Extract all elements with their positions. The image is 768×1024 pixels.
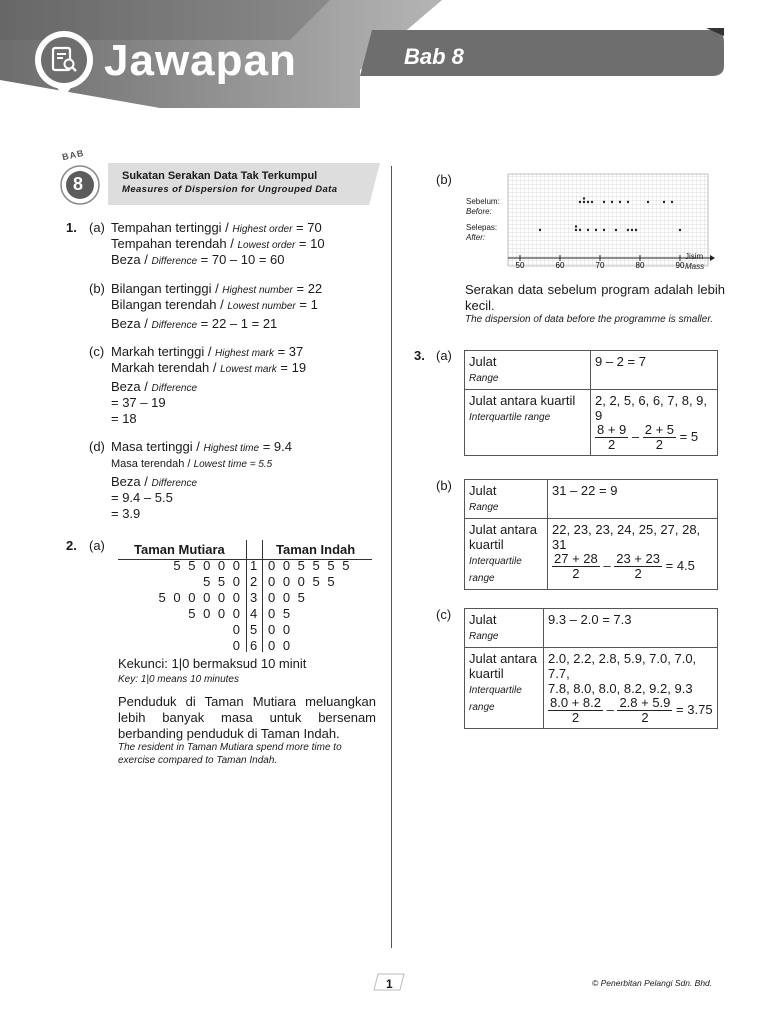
table-row: Julat Range 9.3 – 2.0 = 7.3 [465,609,718,648]
answer-line: Masa terendah / Lowest time = 5.5 [111,458,273,470]
part-label: (c) [436,607,452,622]
part-label: (a) [89,538,105,553]
series-after-label: Selepas: After: [466,223,498,242]
fraction: $\frac{2.8 + 5.9}{2}$ [619,695,671,725]
fraction: $\frac{2 + 5}{2}$ [644,422,675,452]
document-icon [50,46,78,74]
stem-leaf-right-leaves: 0 0 [268,638,293,653]
series-before-label: Sebelum: Before: [466,197,500,216]
x-tick-label: 70 [595,261,605,270]
data-point [611,201,613,203]
fraction: $\frac{27 + 28}{2}$ [554,551,598,581]
page-number: 1 [386,977,393,991]
stem-leaf-right-leaves: 0 0 5 [268,590,307,605]
data-point [679,229,681,231]
data-point [647,201,649,203]
data-point [615,229,617,231]
answer-line: Beza / Difference = 22 – 1 = 21 [111,316,278,331]
part-label: (d) [89,439,105,454]
answer-line: Tempahan tertinggi / Highest order = 70 [111,220,322,235]
stem-leaf-left-heading: Taman Mutiara [134,542,225,557]
data-point [575,229,577,231]
answer-line: Markah tertinggi / Highest mark = 37 [111,344,304,359]
data-point [671,201,673,203]
stem-value: 5 [250,622,258,637]
stem-value: 4 [250,606,258,621]
key-ms: Kekunci: 1|0 bermaksud 10 minit [118,656,307,671]
chapter-label: Bab 8 [404,44,464,69]
question-number: 3. [414,348,425,363]
part-label: (a) [89,220,105,235]
data-point [603,201,605,203]
badge-number: 8 [73,174,84,194]
data-point [635,229,637,231]
answer-table-3a [464,350,718,456]
stem-value: 6 [250,638,258,653]
answer-table-3b [464,479,718,590]
stem-value: 1 [250,558,258,573]
data-point [663,201,665,203]
fraction: $\frac{8.0 + 8.2}{2}$ [550,695,601,725]
data-point [595,229,597,231]
answer-line: Tempahan terendah / Lowest order = 10 [111,236,325,251]
section-title-ms: Sukatan Serakan Data Tak Terkumpul [122,170,318,182]
stem-leaf-right-leaves: 0 0 0 5 5 [268,574,337,589]
stem-leaf-divider-right [262,540,263,652]
table-row: Julat antara kuartil Interquartile range 2, 2, 5, 6, 6, 7, 8, 9, 9 $\frac{8 + 9}{2}$ – $\frac{2 + 5}{2}$ = 5 [465,390,718,456]
data-point [579,201,581,203]
conclusion-ms: Penduduk di Taman Mutiara meluangkan lebih banyak masa untuk bersenam berbanding penduduk di Taman Indah. [118,694,376,741]
table-row: Julat Range 9 – 2 = 7 [465,351,718,390]
column-divider [391,166,392,948]
question-number: 1. [66,220,77,235]
answer-line: Bilangan terendah / Lowest number = 1 [111,297,318,312]
data-point [587,201,589,203]
stem-leaf-left-leaves: 0 [232,638,242,653]
answer-line: Beza / Difference [111,379,198,394]
part-label: (b) [436,172,452,187]
conclusion-ms: Serakan data sebelum program adalah lebih kecil. [465,282,725,313]
stem-leaf-left-leaves: 5 0 0 0 [188,606,242,621]
data-point [619,201,621,203]
data-point [627,229,629,231]
x-tick-label: 80 [635,261,645,270]
answer-line: Masa tertinggi / Highest time = 9.4 [111,439,292,454]
conclusion-en: The dispersion of data before the programme is smaller. [465,314,714,325]
answer-line: Markah terendah / Lowest mark = 19 [111,360,307,375]
key-en: Key: 1|0 means 10 minutes [118,674,239,685]
question-number: 2. [66,538,77,553]
x-axis-arrow [710,255,715,261]
answer-line: = 9.4 – 5.5 [111,490,173,505]
stem-leaf-right-heading: Taman Indah [276,542,356,557]
stem-leaf-left-leaves: 5 0 0 0 0 0 [158,590,242,605]
data-point [627,201,629,203]
section-title-en: Measures of Dispersion for Ungrouped Data [122,184,338,195]
answer-line: = 18 [111,411,137,426]
stem-leaf-left-leaves: 5 5 0 0 0 [173,558,242,573]
publisher-credit: © Penerbitan Pelangi Sdn. Bhd. [592,978,713,988]
data-point [583,197,585,199]
data-point [583,201,585,203]
table-row: Julat Range 31 – 22 = 9 [465,480,718,519]
x-tick-label: 90 [675,261,685,270]
fraction: $\frac{8 + 9}{2}$ [597,422,627,452]
part-label: (a) [436,348,452,363]
conclusion-en: The resident in Taman Mutiara spend more time to exercise compared to Taman Indah. [118,742,342,766]
answer-line: = 3.9 [111,506,141,521]
part-label: (b) [89,281,105,296]
x-tick-label: 50 [515,261,525,270]
data-point [579,229,581,231]
stem-leaf-right-leaves: 0 0 [268,622,293,637]
x-axis-label: Jisim Mass [685,252,705,271]
answer-line: = 37 – 19 [111,395,166,410]
data-point [591,201,593,203]
x-tick-label: 60 [555,261,565,270]
badge-label: BAB [61,147,86,163]
table-row: Julat antara kuartil Interquartile range 2.0, 2.2, 2.8, 5.9, 7.0, 7.0, 7.7, 7.8, 8.0, 8.0, 8.2, 9.2, 9.3 $\frac{8.0 + 8.2}{2}$ – $\frac{2.8 + 5.9}{2}$ = 3.75 [465,648,718,729]
data-point [603,229,605,231]
stem-leaf-right-leaves: 0 0 5 5 5 5 [268,558,352,573]
stem-leaf-right-leaves: 0 5 [268,606,293,621]
page-title: Jawapan [104,36,297,85]
stem-value: 2 [250,574,258,589]
stem-leaf-divider-left [246,540,247,652]
part-label: (c) [89,344,105,359]
answer-line: Bilangan tertinggi / Highest number = 22 [111,281,323,296]
data-point [631,229,633,231]
stem-leaf-left-leaves: 0 [232,622,242,637]
stem-value: 3 [250,590,258,605]
answer-table-3c [464,608,718,729]
data-point [587,229,589,231]
answer-line: Beza / Difference [111,474,198,489]
data-point [575,225,577,227]
table-row: Julat antara kuartil Interquartile range 22, 23, 23, 24, 25, 27, 28, 31 $\frac{27 + 28}{2}$ – $\frac{23 + 23}{2}$ = 4.5 [465,519,718,590]
answer-line: Beza / Difference = 70 – 10 = 60 [111,252,285,267]
stem-leaf-left-leaves: 5 5 0 [203,574,242,589]
data-point [539,229,541,231]
fraction: $\frac{23 + 23}{2}$ [616,551,660,581]
part-label: (b) [436,478,452,493]
